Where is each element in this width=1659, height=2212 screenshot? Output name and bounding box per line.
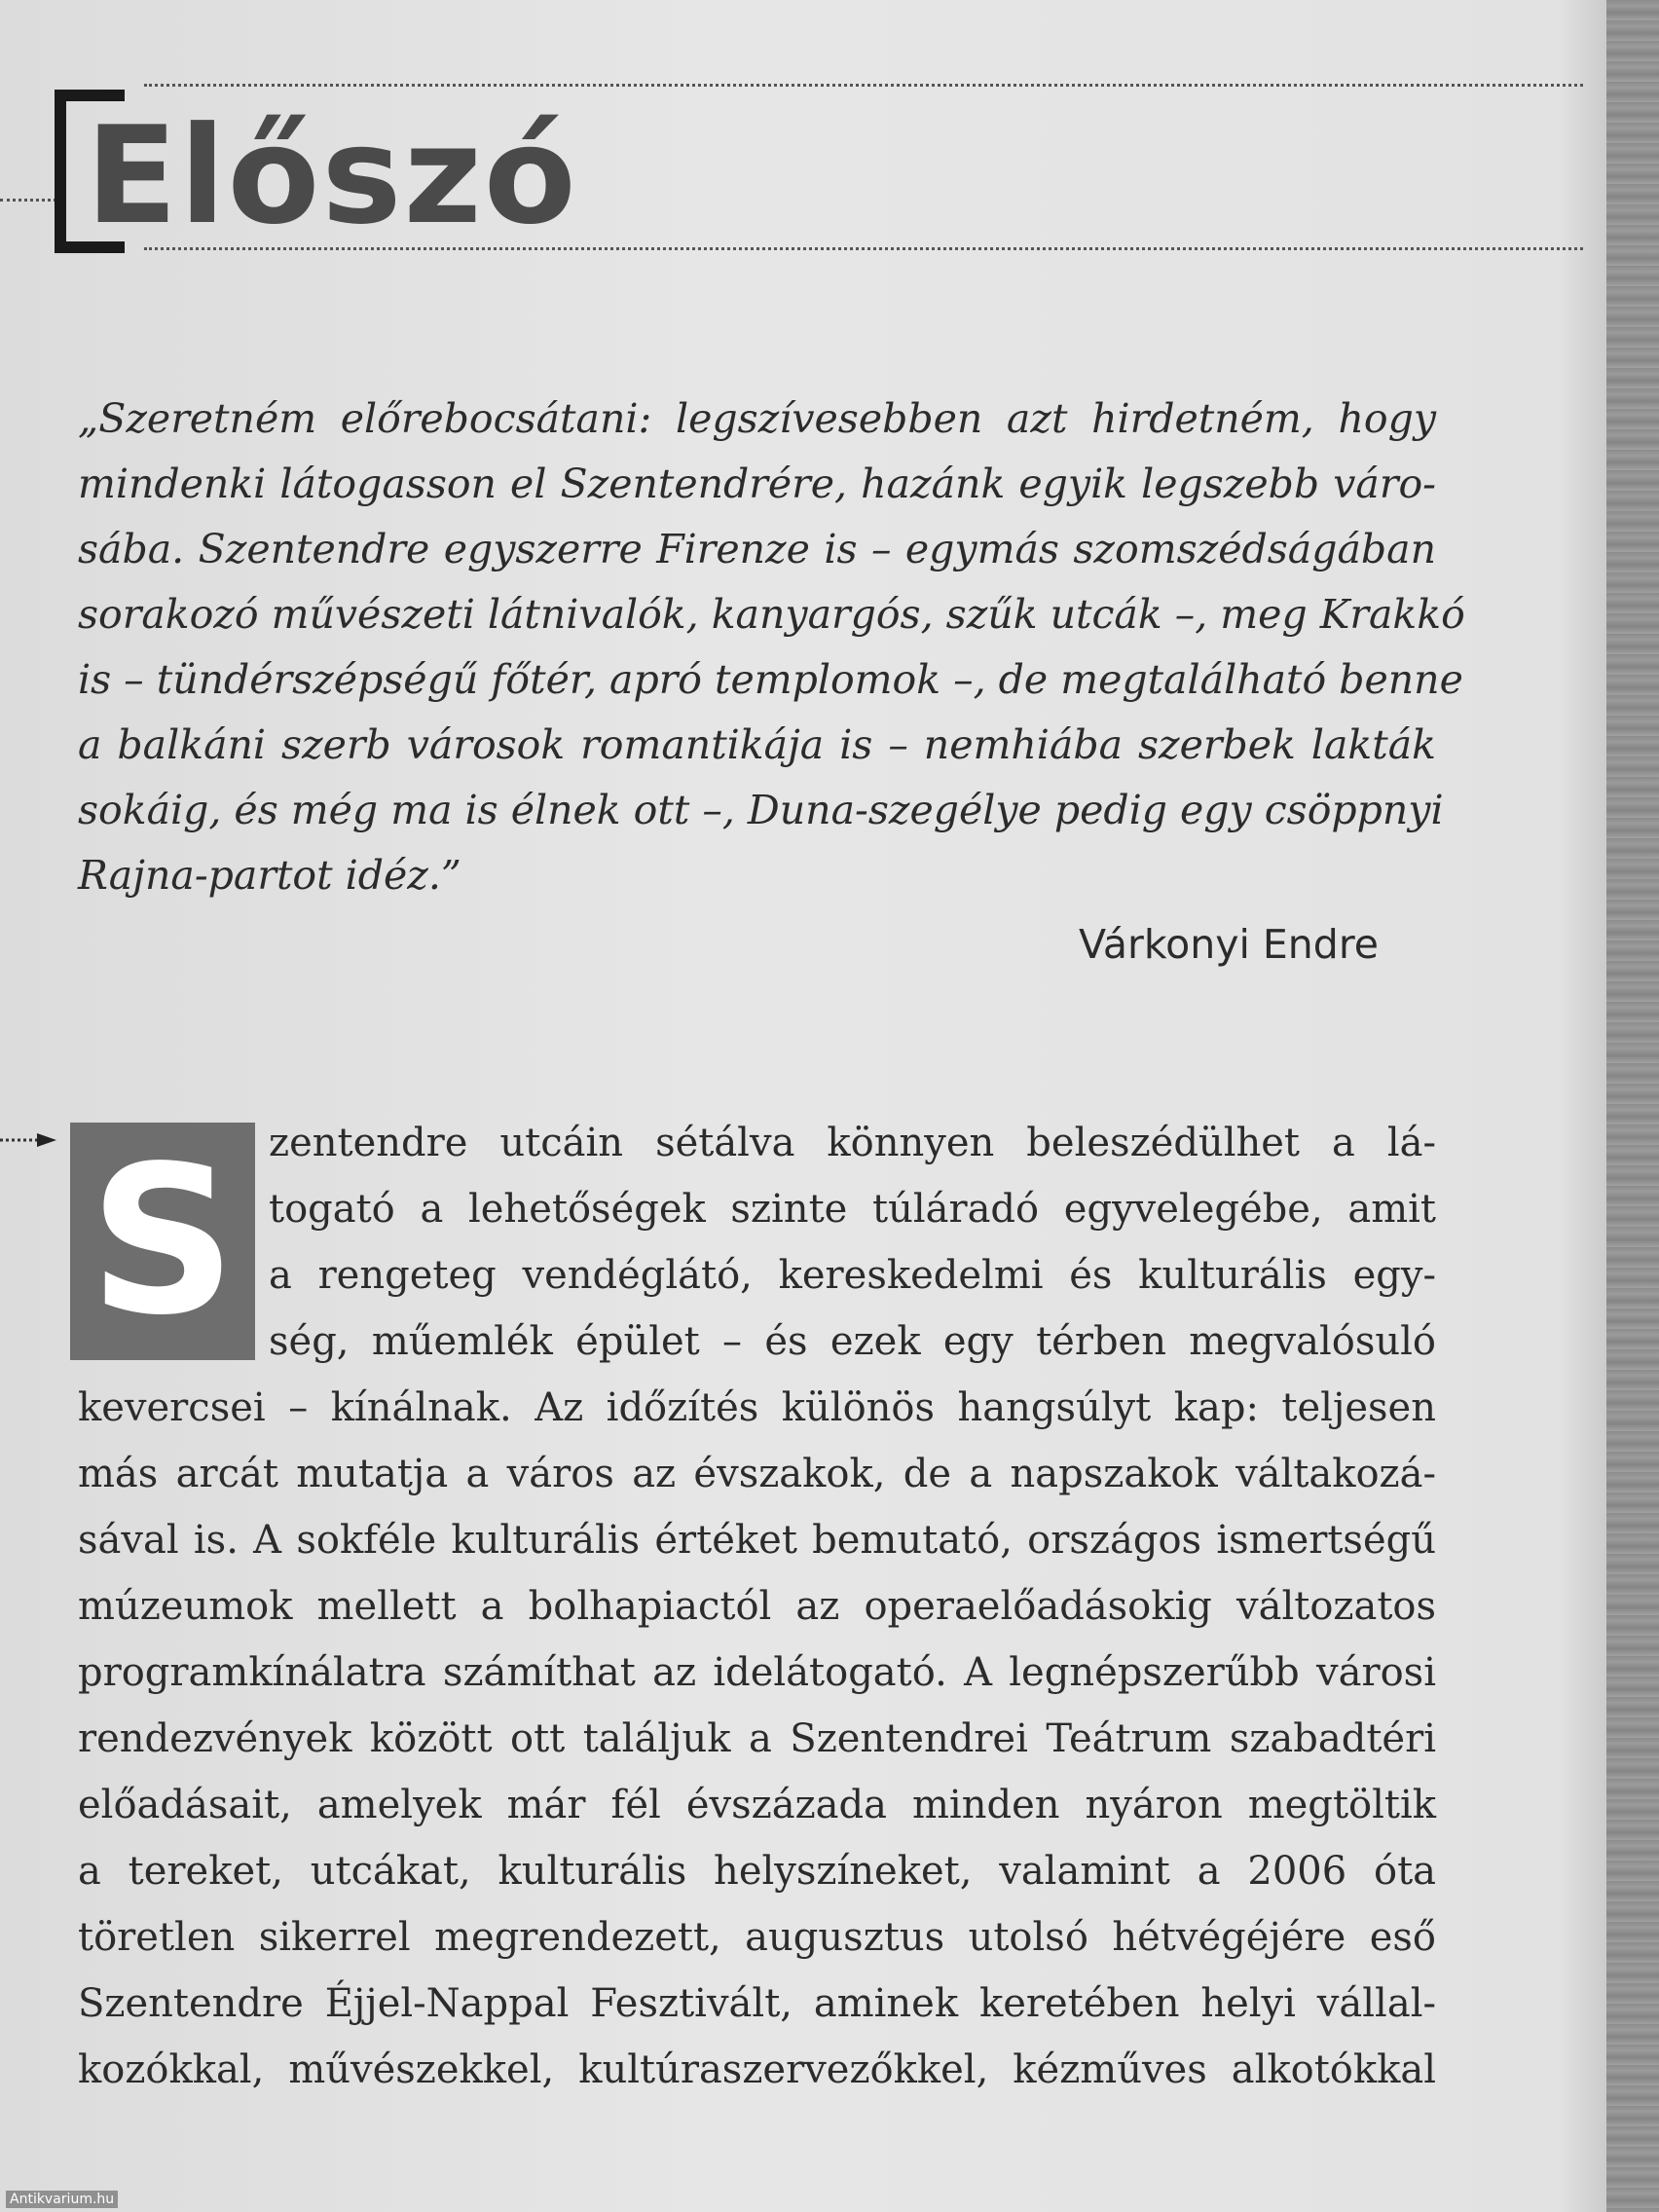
arrow-right-icon [0, 1132, 56, 1148]
quote-line: sokáig, és még ma is élnek ott –, Duna-szegélye pedig egy csöppnyi [78, 787, 1444, 833]
page-shadow [1558, 0, 1606, 2212]
body-line: Szentendre Éjjel-Nappal Fesztivált, aminek keretében helyi vállal- [78, 1981, 1436, 2026]
quote-line: sába. Szentendre egyszerre Firenze is – egymás szomszédságában [78, 526, 1436, 572]
body-line: togató a lehetőségek szinte túláradó egyvelegébe, amit [269, 1187, 1436, 1232]
body-line: a rengeteg vendéglátó, kereskedelmi és kulturális egy- [269, 1253, 1436, 1298]
body-line: előadásait, amelyek már fél évszázada minden nyáron megtöltik [78, 1783, 1436, 1827]
bullet-dot-icon [56, 193, 64, 201]
body-line: más arcát mutatja a város az évszakok, de a napszakok váltakozá- [78, 1452, 1436, 1496]
body-line: programkínálatra számíthat az idelátogató. A legnépszerűbb városi [78, 1650, 1436, 1695]
bracket-icon [55, 90, 66, 253]
epigraph-quote [78, 387, 1465, 908]
body-line: múzeumok mellett a bolhapiactól az operaelőadásokig változatos [78, 1584, 1436, 1629]
body-line: a tereket, utcákat, kulturális helyszíneket, valamint a 2006 óta [78, 1849, 1436, 1894]
quote-line: mindenki látogasson el Szentendrére, hazánk egyik legszebb váro- [78, 461, 1436, 507]
body-line: sával is. A sokféle kulturális értéket bemutató, országos ismertségű [78, 1518, 1436, 1563]
body-line: zentendre utcáin sétálva könnyen beleszédülhet a lá- [269, 1121, 1436, 1165]
watermark: Antikvarium.hu [6, 2191, 118, 2208]
body-line: rendezvények között ott találjuk a Szentendrei Teátrum szabadtéri [78, 1716, 1436, 1761]
page-title: Előszó [86, 97, 578, 254]
body-line: kevercsei – kínálnak. Az időzítés különös hangsúlyt kap: teljesen [78, 1385, 1436, 1430]
quote-line: a balkáni szerb városok romantikája is – nemhiába szerbek lakták [78, 721, 1436, 768]
quote-line: Rajna-partot idéz.” [78, 852, 461, 899]
dotted-rule-left [0, 199, 56, 202]
body-paragraph [78, 1110, 1436, 2103]
quote-line: is – tündérszépségű főtér, apró templomok –, de megtalálható benne [78, 656, 1463, 703]
quote-line: „Szeretném előrebocsátani: legszívesebben azt hirdetném, hogy [78, 395, 1436, 442]
quote-line: sorakozó művészeti látnivalók, kanyargós, szűk utcák –, meg Krakkó [78, 591, 1465, 638]
quote-author: Várkonyi Endre [1079, 921, 1379, 968]
drop-cap: S [70, 1123, 255, 1360]
book-spine [1606, 0, 1659, 2212]
dotted-rule-top [144, 84, 1583, 87]
body-line: kozókkal, művészekkel, kultúraszervezőkkel, kézműves alkotókkal [78, 2047, 1436, 2092]
body-line: töretlen sikerrel megrendezett, augusztus utolsó hétvégéjére eső [78, 1915, 1436, 1960]
body-line: ség, műemlék épület – és ezek egy térben megvalósuló [269, 1319, 1436, 1364]
